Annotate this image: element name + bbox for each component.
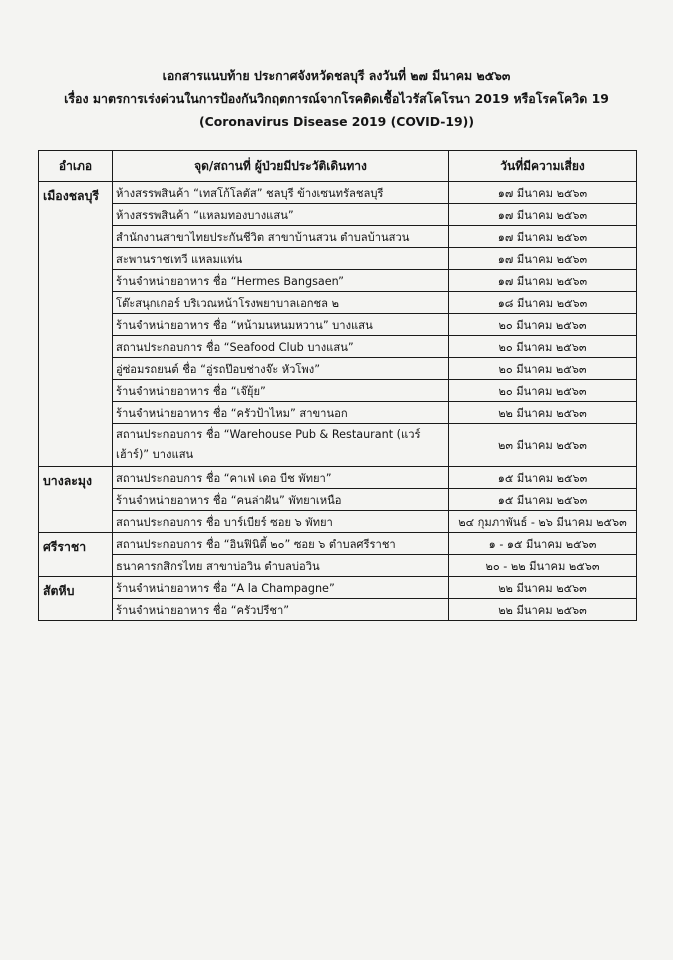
- date-cell: ๒๓ มีนาคม ๒๕๖๓: [449, 424, 637, 467]
- date-cell: ๑๗ มีนาคม ๒๕๖๓: [449, 182, 637, 204]
- table-row: [39, 204, 637, 226]
- column-header-date: วันที่มีความเสี่ยง: [449, 151, 637, 182]
- table-row: [39, 336, 637, 358]
- table-row: [39, 226, 637, 248]
- date-cell: ๒๐ มีนาคม ๒๕๖๓: [449, 380, 637, 402]
- place-cell: สถานประกอบการ ชื่อ “คาเฟ่ เดอ บีช พัทยา”: [113, 467, 449, 489]
- place-cell: สถานประกอบการ ชื่อ “Warehouse Pub & Restaurant (แวร์เฮ้าร์)” บางแสน: [113, 424, 449, 467]
- date-cell: ๒๒ มีนาคม ๒๕๖๓: [449, 599, 637, 621]
- table-row: [39, 182, 637, 204]
- table-row: [39, 555, 637, 577]
- table-row: [39, 511, 637, 533]
- place-cell: ร้านจำหน่ายอาหาร ชื่อ “A la Champagne”: [113, 577, 449, 599]
- table-row: [39, 489, 637, 511]
- table-row: [39, 358, 637, 380]
- place-cell: สำนักงานสาขาไทยประกันชีวิต สาขาบ้านสวน ตำบลบ้านสวน: [113, 226, 449, 248]
- table-row: [39, 533, 637, 555]
- date-cell: ๑๗ มีนาคม ๒๕๖๓: [449, 226, 637, 248]
- date-cell: ๒๐ มีนาคม ๒๕๖๓: [449, 314, 637, 336]
- header-line-3: (Coronavirus Disease 2019 (COVID-19)): [199, 114, 474, 129]
- table-row: [39, 577, 637, 599]
- date-cell: ๑๘ มีนาคม ๒๕๖๓: [449, 292, 637, 314]
- place-cell: ธนาคารกสิกรไทย สาขาบ่อวิน ตำบลบ่อวิน: [113, 555, 449, 577]
- table-row: [39, 402, 637, 424]
- place-cell: ร้านจำหน่ายอาหาร ชื่อ “คนล่าฝัน” พัทยาเหนือ: [113, 489, 449, 511]
- table-body: [39, 182, 637, 621]
- table-row: [39, 248, 637, 270]
- date-cell: ๑๗ มีนาคม ๒๕๖๓: [449, 270, 637, 292]
- date-cell: ๑๕ มีนาคม ๒๕๖๓: [449, 467, 637, 489]
- place-cell: ร้านจำหน่ายอาหาร ชื่อ “ครัวป้าไหม” สาขานอก: [113, 402, 449, 424]
- place-cell: สถานประกอบการ ชื่อ “อินฟินิตี้ ๒๐” ซอย ๖ ตำบลศรีราชา: [113, 533, 449, 555]
- column-header-place: จุด/สถานที่ ผู้ป่วยมีประวัติเดินทาง: [113, 151, 449, 182]
- date-cell: ๑๕ มีนาคม ๒๕๖๓: [449, 489, 637, 511]
- district-cell: เมืองชลบุรี: [39, 182, 113, 467]
- district-cell: ศรีราชา: [39, 533, 113, 577]
- place-cell: โต๊ะสนุกเกอร์ บริเวณหน้าโรงพยาบาลเอกชล ๒: [113, 292, 449, 314]
- date-cell: ๒๒ มีนาคม ๒๕๖๓: [449, 402, 637, 424]
- column-header-district: อำเภอ: [39, 151, 113, 182]
- date-cell: ๒๐ - ๒๒ มีนาคม ๒๕๖๓: [449, 555, 637, 577]
- place-cell: ห้างสรรพสินค้า “เทสโก้โลตัส” ชลบุรี ข้างเซนทรัลชลบุรี: [113, 182, 449, 204]
- date-cell: ๒๐ มีนาคม ๒๕๖๓: [449, 336, 637, 358]
- table-header-row: [39, 151, 637, 182]
- place-cell: ร้านจำหน่ายอาหาร ชื่อ “ครัวปรีชา”: [113, 599, 449, 621]
- date-cell: ๑๗ มีนาคม ๒๕๖๓: [449, 248, 637, 270]
- place-cell: สถานประกอบการ ชื่อ บาร์เบียร์ ซอย ๖ พัทยา: [113, 511, 449, 533]
- date-cell: ๑๗ มีนาคม ๒๕๖๓: [449, 204, 637, 226]
- district-cell: สัตหีบ: [39, 577, 113, 621]
- table-row: [39, 314, 637, 336]
- table-row: [39, 467, 637, 489]
- district-cell: บางละมุง: [39, 467, 113, 533]
- place-cell: สะพานราชเทวี แหลมแท่น: [113, 248, 449, 270]
- place-cell: สถานประกอบการ ชื่อ “Seafood Club บางแสน”: [113, 336, 449, 358]
- risk-locations-table: [38, 150, 637, 621]
- date-cell: ๒๐ มีนาคม ๒๕๖๓: [449, 358, 637, 380]
- date-cell: ๑ - ๑๕ มีนาคม ๒๕๖๓: [449, 533, 637, 555]
- table-row: [39, 292, 637, 314]
- table-row: [39, 380, 637, 402]
- place-cell: ห้างสรรพสินค้า “แหลมทองบางแสน”: [113, 204, 449, 226]
- place-cell: ร้านจำหน่ายอาหาร ชื่อ “หน้ามนหนมหวาน” บางแสน: [113, 314, 449, 336]
- document-header: [0, 64, 673, 133]
- header-line-2: เรื่อง มาตรการเร่งด่วนในการป้องกันวิกฤตการณ์จากโรคติดเชื้อไวรัสโคโรนา 2019 หรือโรคโควิด 19: [64, 91, 609, 106]
- place-cell: ร้านจำหน่ายอาหาร ชื่อ “เจ๊ยุ้ย”: [113, 380, 449, 402]
- table-row: [39, 270, 637, 292]
- header-line-1: เอกสารแนบท้าย ประกาศจังหวัดชลบุรี ลงวันที่ ๒๗ มีนาคม ๒๕๖๓: [162, 68, 511, 83]
- table-row: [39, 599, 637, 621]
- table-row: [39, 424, 637, 467]
- place-cell: อู่ซ่อมรถยนต์ ชื่อ “อู่รถป๊อบช่างจ๊ะ หัวโพง”: [113, 358, 449, 380]
- place-cell: ร้านจำหน่ายอาหาร ชื่อ “Hermes Bangsaen”: [113, 270, 449, 292]
- date-cell: ๒๔ กุมภาพันธ์ - ๒๖ มีนาคม ๒๕๖๓: [449, 511, 637, 533]
- date-cell: ๒๒ มีนาคม ๒๕๖๓: [449, 577, 637, 599]
